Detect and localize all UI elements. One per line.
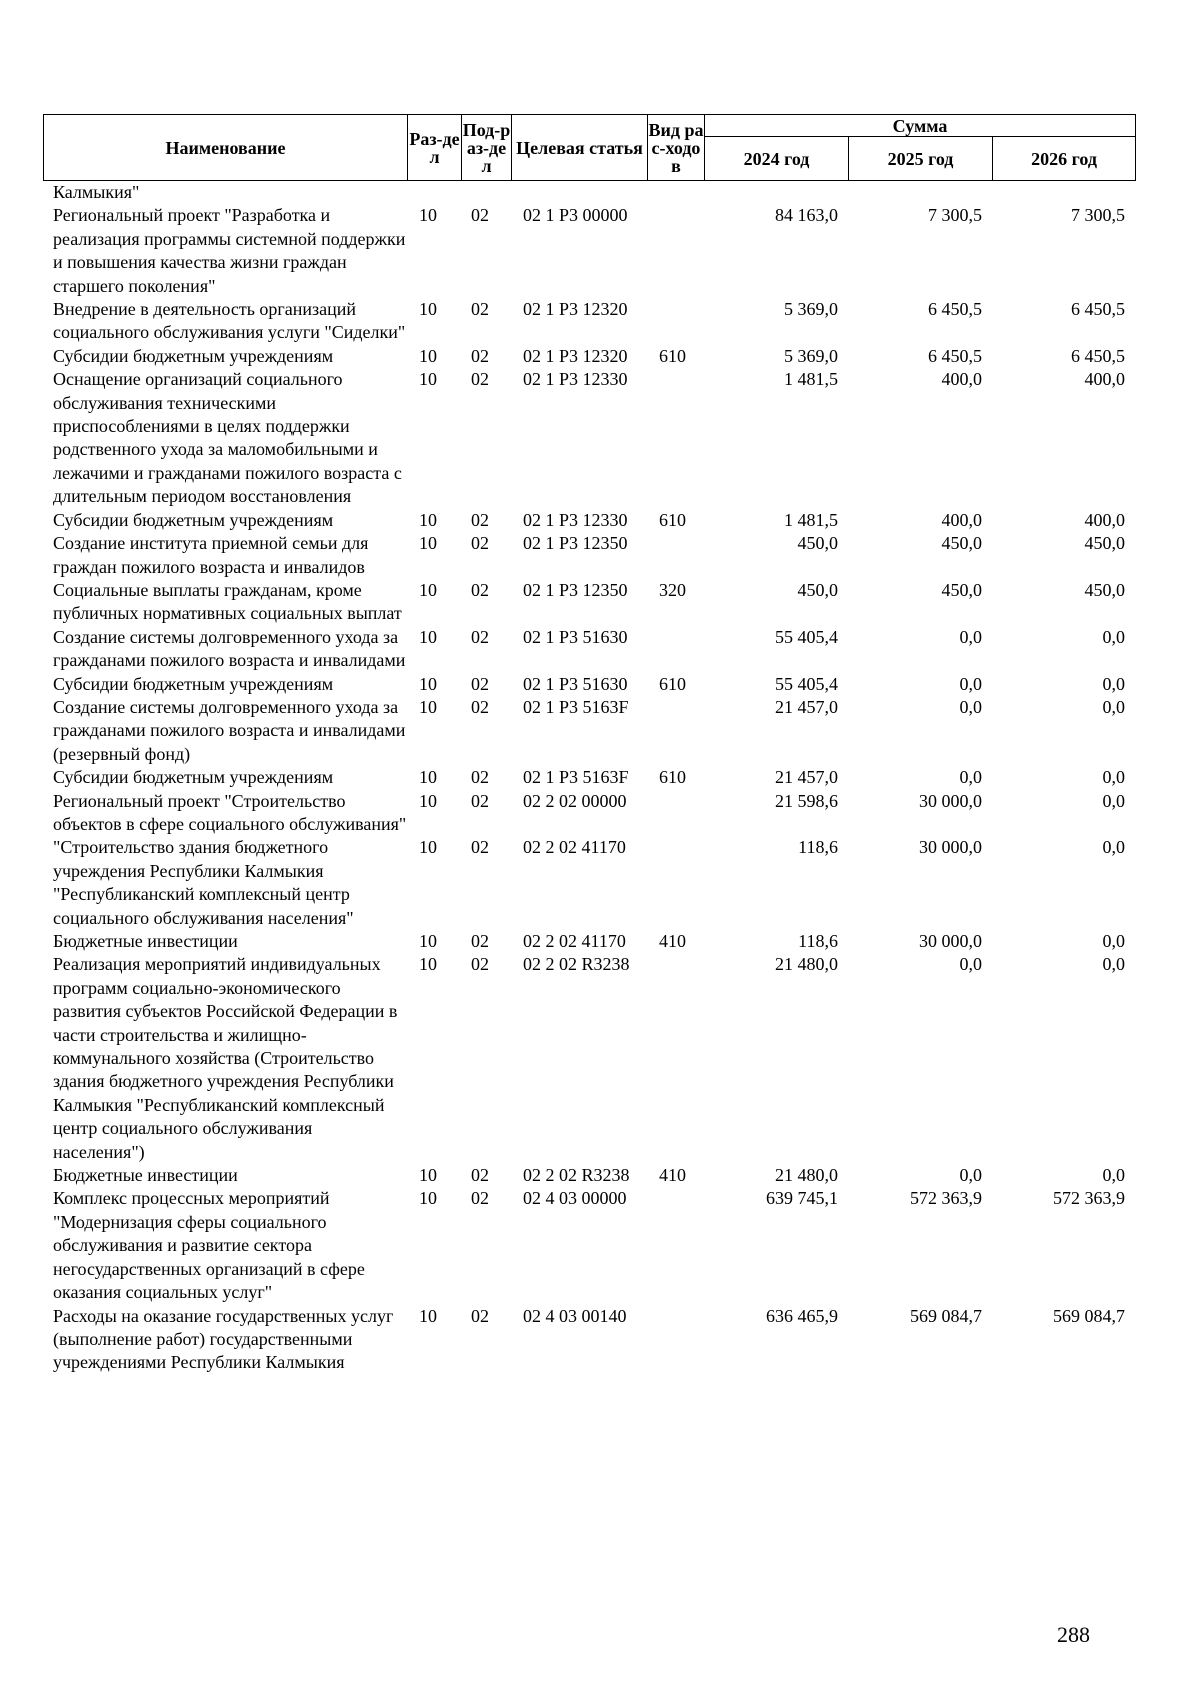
row-sum-2025: 0,0: [959, 673, 982, 694]
row-podrazdel: 02: [471, 1305, 489, 1326]
row-sum-2025: 400,0: [941, 509, 982, 530]
row-razdel: 10: [419, 626, 437, 647]
row-sum-2025: 572 363,9: [910, 1188, 982, 1209]
row-vid-rashodov: 610: [659, 673, 686, 694]
row-podrazdel: 02: [471, 299, 489, 320]
row-podrazdel: 02: [471, 837, 489, 858]
row-sum-2026: 0,0: [1102, 1165, 1125, 1186]
row-name: Создание института приемной семьи для граждан пожилого возраста и инвалидов: [53, 533, 369, 577]
row-celevaya-statya: 02 2 02 41170: [523, 931, 626, 951]
budget-table: [43, 114, 1135, 1375]
row-sum-2026: 0,0: [1102, 626, 1125, 647]
row-celevaya-statya: 02 2 02 R3238: [523, 1165, 630, 1186]
header-summa: Сумма: [705, 115, 1136, 137]
row-podrazdel: 02: [471, 696, 489, 717]
row-sum-2025: 30 000,0: [919, 790, 982, 811]
row-sum-2026: 0,0: [1102, 673, 1125, 694]
row-podrazdel: 02: [471, 931, 489, 951]
row-vid-rashodov: 320: [659, 579, 686, 600]
row-sum-2025: 400,0: [941, 369, 982, 390]
row-celevaya-statya: 02 4 03 00000: [523, 1188, 627, 1209]
row-sum-2026: 400,0: [1084, 369, 1125, 390]
row-sum-2024: 21 480,0: [775, 954, 838, 975]
row-name: Региональный проект "Разработка и реализация программы системной поддержки и повышения качества жизни граждан старшего поколения": [53, 205, 406, 296]
row-sum-2025: 569 084,7: [910, 1305, 982, 1326]
row-sum-2025: 6 450,5: [928, 345, 982, 366]
header-year-2024: 2024 год: [705, 137, 849, 181]
row-celevaya-statya: 02 1 P3 12330: [523, 369, 628, 390]
row-celevaya-statya: 02 4 03 00140: [523, 1305, 627, 1326]
row-razdel: 10: [419, 579, 437, 600]
table-row: [43, 181, 1135, 204]
row-sum-2024: 21 457,0: [775, 696, 838, 717]
row-sum-2025: 0,0: [959, 767, 982, 788]
row-name: Субсидии бюджетным учреждениям: [53, 509, 334, 530]
row-vid-rashodov: 410: [659, 931, 686, 951]
row-sum-2026: 400,0: [1084, 509, 1125, 530]
row-sum-2026: 0,0: [1102, 696, 1125, 717]
row-sum-2024: 639 745,1: [766, 1188, 838, 1209]
row-sum-2025: 30 000,0: [919, 837, 982, 858]
row-razdel: 10: [419, 345, 437, 366]
table-row: [43, 298, 1135, 345]
row-sum-2026: 6 450,5: [1071, 299, 1125, 320]
table-row: [43, 368, 1135, 508]
row-podrazdel: 02: [471, 509, 489, 530]
row-sum-2024: 84 163,0: [775, 205, 838, 226]
row-podrazdel: 02: [471, 533, 489, 554]
header-razdel: Раз-дел: [408, 115, 462, 181]
row-sum-2024: 5 369,0: [784, 299, 838, 320]
page-number: 288: [1057, 1622, 1090, 1647]
row-sum-2026: 7 300,5: [1071, 205, 1125, 226]
row-sum-2024: 1 481,5: [784, 509, 838, 530]
row-sum-2025: 7 300,5: [928, 205, 982, 226]
row-razdel: 10: [419, 790, 437, 811]
row-podrazdel: 02: [471, 954, 489, 975]
row-sum-2024: 450,0: [797, 533, 838, 554]
row-sum-2024: 21 480,0: [775, 1165, 838, 1186]
row-sum-2025: 0,0: [959, 1165, 982, 1186]
row-sum-2024: 5 369,0: [784, 345, 838, 366]
row-name: Создание системы долговременного ухода за гражданами пожилого возраста и инвалидами (резервный фонд): [53, 696, 406, 764]
row-celevaya-statya: 02 2 02 R3238: [523, 954, 630, 975]
row-celevaya-statya: 02 1 P3 51630: [523, 626, 628, 647]
table-row: [43, 626, 1135, 673]
row-name: "Строительство здания бюджетного учреждения Республики Калмыкия "Республиканский комплексный центр социального обслуживания населения": [53, 837, 354, 928]
row-sum-2025: 0,0: [959, 696, 982, 717]
table-row: [43, 790, 1135, 837]
row-sum-2024: 21 598,6: [775, 790, 838, 811]
row-sum-2025: 0,0: [959, 954, 982, 975]
row-sum-2024: 55 405,4: [775, 626, 838, 647]
row-sum-2026: 6 450,5: [1071, 345, 1125, 366]
table-row: [43, 766, 1135, 789]
row-razdel: 10: [419, 767, 437, 788]
row-celevaya-statya: 02 1 P3 5163F: [523, 767, 629, 788]
row-name: Оснащение организаций социального обслуживания техническими приспособлениями в целях поддержки родственного ухода за маломобильными и лежачими и гражданами пожилого возраста с длительным периодом восстановления: [53, 369, 402, 507]
row-sum-2024: 450,0: [797, 579, 838, 600]
header-name: Наименование: [44, 115, 408, 181]
table-row: [43, 930, 1135, 953]
table-row: [43, 836, 1135, 930]
header-year-2025: 2025 год: [849, 137, 993, 181]
row-sum-2024: 636 465,9: [766, 1305, 838, 1326]
row-vid-rashodov: 610: [659, 345, 686, 366]
row-razdel: 10: [419, 1165, 437, 1186]
row-celevaya-statya: 02 1 P3 12320: [523, 345, 628, 366]
row-name: Калмыкия": [53, 182, 140, 202]
table-row: [43, 1164, 1135, 1187]
row-celevaya-statya: 02 1 P3 51630: [523, 673, 628, 694]
row-celevaya-statya: 02 2 02 00000: [523, 790, 627, 811]
row-name: Создание системы долговременного ухода за гражданами пожилого возраста и инвалидами: [53, 626, 406, 671]
row-podrazdel: 02: [471, 345, 489, 366]
row-sum-2026: 450,0: [1084, 533, 1125, 554]
table-row: [43, 1305, 1135, 1375]
table-row: [43, 509, 1135, 532]
row-razdel: 10: [419, 299, 437, 320]
row-podrazdel: 02: [471, 626, 489, 647]
row-name: Бюджетные инвестиции: [53, 1165, 238, 1186]
row-sum-2024: 21 457,0: [775, 767, 838, 788]
row-vid-rashodov: 410: [659, 1165, 686, 1186]
row-celevaya-statya: 02 1 P3 12350: [523, 579, 628, 600]
row-sum-2025: 6 450,5: [928, 299, 982, 320]
row-celevaya-statya: 02 1 P3 12320: [523, 299, 628, 320]
row-sum-2026: 0,0: [1102, 790, 1125, 811]
header-year-2026: 2026 год: [993, 137, 1136, 181]
row-sum-2025: 450,0: [941, 533, 982, 554]
row-podrazdel: 02: [471, 673, 489, 694]
table-row: [43, 579, 1135, 626]
row-sum-2025: 30 000,0: [919, 931, 982, 951]
row-podrazdel: 02: [471, 1188, 489, 1209]
row-name: Субсидии бюджетным учреждениям: [53, 345, 334, 366]
table-body: [43, 181, 1135, 1375]
row-razdel: 10: [419, 533, 437, 554]
header-celevaya-statya: Целевая статья: [512, 115, 648, 181]
row-razdel: 10: [419, 837, 437, 858]
row-sum-2026: 0,0: [1102, 837, 1125, 858]
table-row: [43, 696, 1135, 766]
row-sum-2026: 0,0: [1102, 954, 1125, 975]
row-name: Субсидии бюджетным учреждениям: [53, 767, 334, 788]
row-sum-2026: 0,0: [1102, 931, 1125, 951]
row-vid-rashodov: 610: [659, 767, 686, 788]
row-razdel: 10: [419, 509, 437, 530]
row-podrazdel: 02: [471, 790, 489, 811]
row-name: Внедрение в деятельность организаций социального обслуживания услуги "Сиделки": [53, 299, 406, 343]
table-row: [43, 204, 1135, 298]
row-podrazdel: 02: [471, 369, 489, 390]
row-podrazdel: 02: [471, 579, 489, 600]
row-sum-2026: 0,0: [1102, 767, 1125, 788]
row-razdel: 10: [419, 369, 437, 390]
table-row: [43, 345, 1135, 368]
row-sum-2024: 118,6: [798, 837, 838, 858]
row-podrazdel: 02: [471, 767, 489, 788]
header-podrazdel: Под-раз-дел: [462, 115, 512, 181]
row-sum-2025: 450,0: [941, 579, 982, 600]
row-sum-2024: 118,6: [798, 931, 838, 951]
row-name: Социальные выплаты гражданам, кроме публичных нормативных социальных выплат: [53, 579, 402, 624]
row-podrazdel: 02: [471, 205, 489, 226]
row-name: Реализация мероприятий индивидуальных программ социально-экономического развития субъектов Российской Федерации в части строительства и жилищно-коммунального хозяйства (Строительство здания бюджетного учреждения Республики Калмыкия "Республиканский комплексный центр социального обслуживания населения"): [53, 954, 398, 1162]
row-sum-2026: 569 084,7: [1053, 1305, 1125, 1326]
row-celevaya-statya: 02 1 P3 00000: [523, 205, 628, 226]
row-sum-2024: 55 405,4: [775, 673, 838, 694]
row-razdel: 10: [419, 931, 437, 951]
row-razdel: 10: [419, 673, 437, 694]
row-name: Субсидии бюджетным учреждениям: [53, 673, 334, 694]
row-vid-rashodov: 610: [659, 509, 686, 530]
table-row: [43, 532, 1135, 579]
row-razdel: 10: [419, 1188, 437, 1209]
table-row: [43, 673, 1135, 696]
row-name: Комплекс процессных мероприятий "Модернизация сферы социального обслуживания и развитие сектора негосударственных организаций в сфере оказания социальных услуг": [53, 1188, 365, 1303]
row-podrazdel: 02: [471, 1165, 489, 1186]
table-header: [43, 114, 1136, 181]
row-celevaya-statya: 02 1 P3 12330: [523, 509, 628, 530]
row-name: Бюджетные инвестиции: [53, 931, 238, 951]
row-name: Расходы на оказание государственных услуг (выполнение работ) государственными учреждениями Республики Калмыкия: [53, 1305, 394, 1373]
row-name: Региональный проект "Строительство объектов в сфере социального обслуживания": [53, 790, 407, 834]
row-sum-2026: 450,0: [1084, 579, 1125, 600]
row-razdel: 10: [419, 696, 437, 717]
row-razdel: 10: [419, 205, 437, 226]
row-sum-2024: 1 481,5: [784, 369, 838, 390]
header-vid-rashodov: Вид рас-ходов: [648, 115, 705, 181]
row-celevaya-statya: 02 2 02 41170: [523, 837, 626, 858]
row-celevaya-statya: 02 1 P3 12350: [523, 533, 628, 554]
row-sum-2026: 572 363,9: [1053, 1188, 1125, 1209]
row-celevaya-statya: 02 1 P3 5163F: [523, 696, 629, 717]
table-row: [43, 953, 1135, 1164]
row-razdel: 10: [419, 954, 437, 975]
row-razdel: 10: [419, 1305, 437, 1326]
row-sum-2025: 0,0: [959, 626, 982, 647]
table-row: [43, 1187, 1135, 1304]
